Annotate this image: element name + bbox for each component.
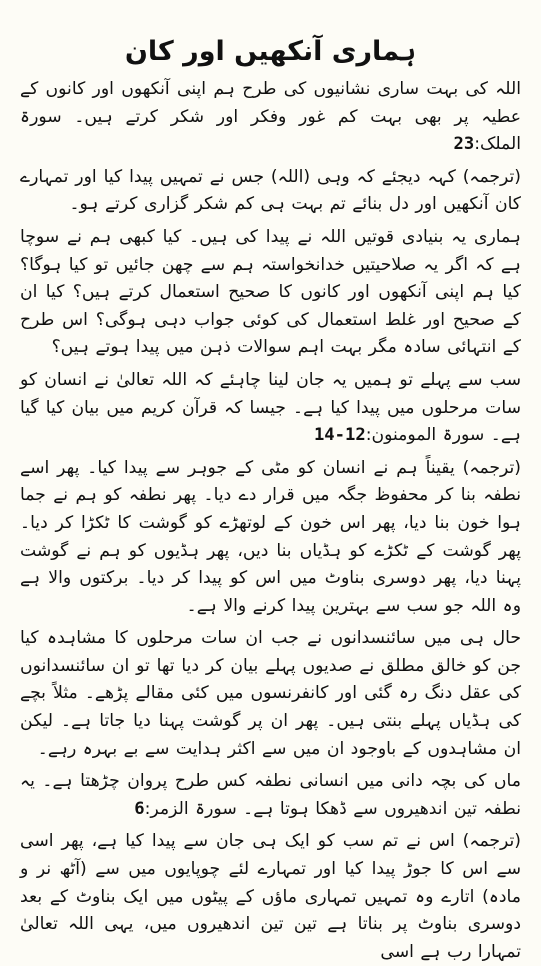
- page-title: ہماری آنکھیں اور کان: [124, 36, 417, 67]
- paragraph-text: (ترجمہ) اس نے تم سب کو ایک ہی جان سے پیدا کیا ہے، پھر اسی سے اس کا جوڑ پیدا کیا اور تمہارے لئے چوپایوں میں سے (آٹھ نر و مادہ) اتارے وہ تمہیں تمہاری ماؤں کے پیٹوں میں ایک بناوٹ کے بعد دوسری بناوٹ پر بناتا ہے تین تین اندھیروں میں، یہی اللہ تعالیٰ تمہارا رب ہے اسی: [20, 831, 521, 962]
- paragraph-3: [20, 224, 521, 362]
- paragraph-text: حال ہی میں سائنسدانوں نے جب ان سات مرحلوں کا مشاہدہ کیا جن کو خالق مطلق نے صدیوں پہلے بیان کر دیا تھا تو ان سائنسدانوں کی عقل دنگ رہ گئی اور کانفرنسوں میں کئی مقالے پڑھے۔ مثلاً بچے کی ہڈیاں پہلے بنتی ہیں۔ پھر ان پر گوشت پہنا دیا جاتا ہے۔ لیکن ان مشاہدوں کے باوجود ان میں سے اکثر ہدایت سے بے بہرہ رہے۔: [20, 628, 521, 759]
- paragraph-2: [20, 164, 521, 219]
- verse-reference: 23: [453, 134, 475, 155]
- paragraph-text: اللہ کی بہت ساری نشانیوں کی طرح ہم اپنی آنکھوں اور کانوں کے عطیہ پر بھی بہت کم غور وفکر اور شکر کرتے ہیں۔ سورۃ الملک:: [20, 79, 521, 155]
- paragraph-text: (ترجمہ) یقیناً ہم نے انسان کو مٹی کے جوہر سے پیدا کیا۔ پھر اسے نطفہ بنا کر محفوظ جگہ میں قرار دے دیا۔ پھر نطفہ کو ہم نے جما ہوا خون بنا دیا، پھر اس خون کے لوتھڑے کو گوشت کا ٹکڑا کر دیا۔ پھر گوشت کے ٹکڑے کو ہڈیاں بنا دیں، پھر ہڈیوں کو ہم نے گوشت پہنا دیا، پھر دوسری بناوٹ میں اس کو پیدا کر دیا۔ برکتوں والا ہے وہ اللہ جو سب سے بہترین پیدا کرنے والا ہے۔: [20, 457, 521, 616]
- paragraph-text: سب سے پہلے تو ہمیں یہ جان لینا چاہئے کہ اللہ تعالیٰ نے انسان کو سات مرحلوں میں پیدا کیا ہے۔ جیسا کہ قرآن کریم میں بیان کیا گیا ہے۔ سورۃ المومنون:: [20, 369, 521, 446]
- paragraph-text: (ترجمہ) کہہ دیجئے کہ وہی (اللہ) جس نے تمہیں پیدا کیا اور تمہارے کان آنکھیں اور دل بنائے تم بہت ہی کم شکر گزاری کرتے ہو۔: [20, 166, 521, 215]
- paragraph-4: [20, 367, 521, 450]
- verse-reference: 6: [134, 798, 145, 819]
- paragraph-1: [20, 76, 521, 159]
- paragraph-text: ہماری یہ بنیادی قوتیں اللہ نے پیدا کی ہیں۔ کیا کبھی ہم نے سوچا ہے کہ اگر یہ صلاحیتیں خدانخواستہ ہم سے چھن جائیں تو کیا ہوگا؟ کیا ہم اپنی آنکھوں اور کانوں کا صحیح استعمال کرتے ہیں؟ کیا ان کے صحیح اور غلط استعمال کی کوئی جواب دہی ہوگی؟ اس طرح کے انتہائی سادہ مگر بہت اہم سوالات ذہن میں پیدا ہوتے ہیں؟: [20, 226, 521, 358]
- paragraph-7: [20, 768, 521, 823]
- paragraph-8: [20, 828, 521, 966]
- paragraph-5: [20, 455, 521, 621]
- verse-reference: 14-12: [313, 425, 366, 446]
- paragraph-6: [20, 625, 521, 763]
- paragraph-text: ماں کی بچہ دانی میں انسانی نطفہ کس طرح پروان چڑھتا ہے۔ یہ نطفہ تین اندھیروں سے ڈھکا ہوتا ہے۔ سورۃ الزمر:: [20, 771, 521, 819]
